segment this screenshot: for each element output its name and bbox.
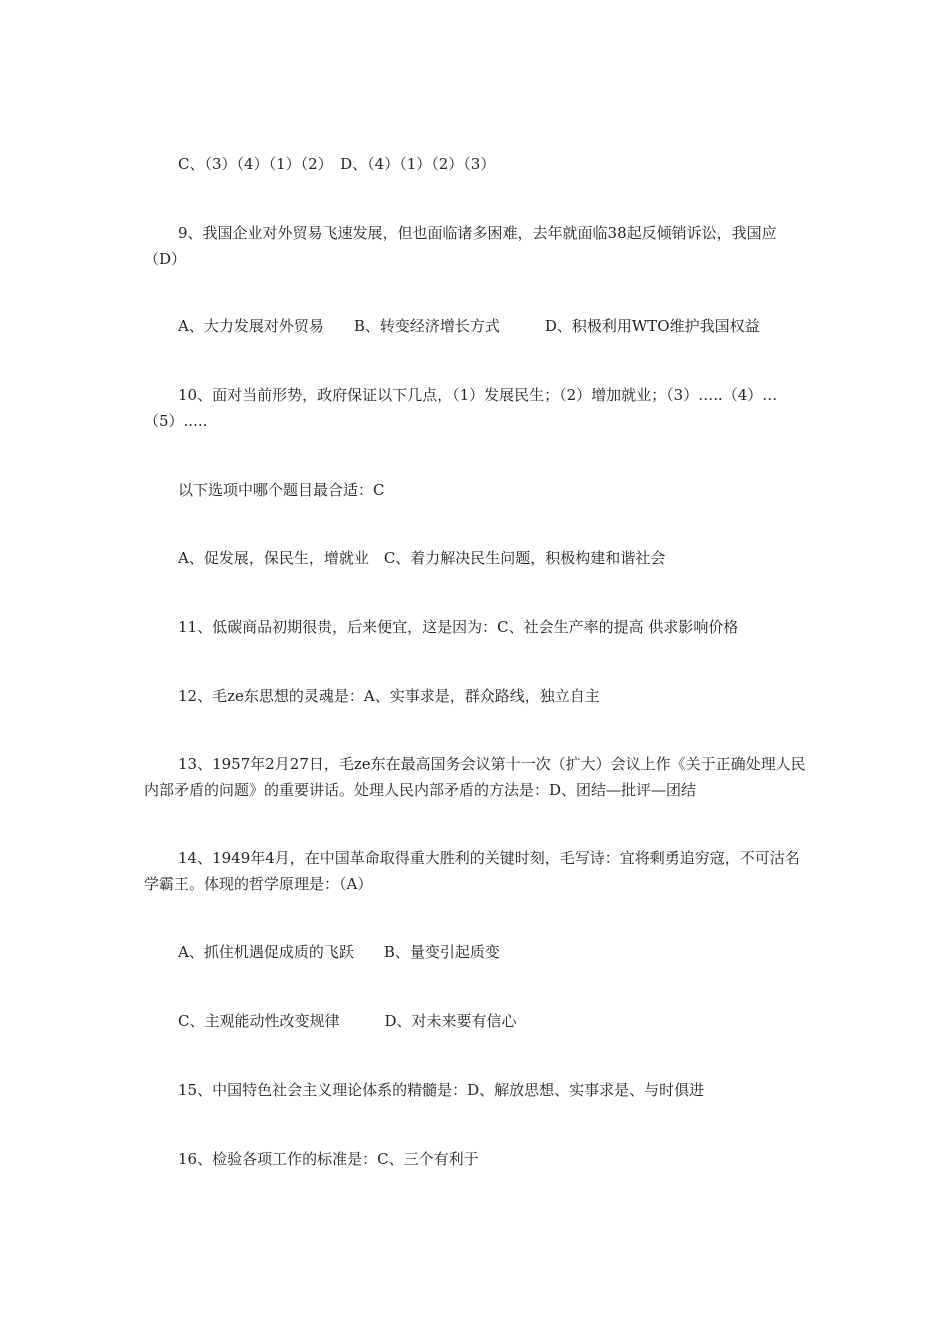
answer-options-c-d: C、（3）（4）（1）（2） D、（4）（1）（2）（3） — [178, 155, 496, 173]
question-14-options-a-b: A、抓住机遇促成质的飞跃 B、量变引起质变 — [178, 943, 500, 961]
question-10-options: A、促发展，保民生，增就业 C、着力解决民生问题，积极构建和谐社会 — [178, 549, 666, 567]
question-9: 9、我国企业对外贸易飞速发展，但也面临诸多困难，去年就面临38起反倾销诉讼，我国应（D） — [144, 224, 777, 268]
question-12: 12、毛ze东思想的灵魂是：A、实事求是，群众路线，独立自主 — [178, 687, 600, 705]
question-13: 13、1957年2月27日，毛ze东在最高国务会议第十一次（扩大）会议上作《关于正确处理人民内部矛盾的问题》的重要讲话。处理人民内部矛盾的方法是：D、团结—批评—团结 — [144, 755, 806, 799]
question-9-options: A、大力发展对外贸易 B、转变经济增长方式 D、积极利用WTO维护我国权益 — [178, 317, 760, 335]
question-16: 16、检验各项工作的标准是：C、三个有利于 — [178, 1150, 479, 1168]
question-10: 10、面对当前形势，政府保证以下几点，（1）发展民生；（2）增加就业；（3）…..（4）…（5）..... — [144, 386, 778, 430]
question-14: 14、1949年4月，在中国革命取得重大胜利的关键时刻，毛写诗：宜将剩勇追穷寇，不可沽名学霸王。体现的哲学原理是：（A） — [144, 849, 800, 893]
question-10-prompt: 以下选项中哪个题目最合适：C — [178, 481, 385, 499]
question-11: 11、低碳商品初期很贵，后来便宜，这是因为：C、社会生产率的提高 供求影响价格 — [178, 618, 739, 636]
question-14-options-c-d: C、主观能动性改变规律 D、对未来要有信心 — [178, 1012, 517, 1030]
question-15: 15、中国特色社会主义理论体系的精髓是：D、解放思想、实事求是、与时俱进 — [178, 1081, 705, 1099]
